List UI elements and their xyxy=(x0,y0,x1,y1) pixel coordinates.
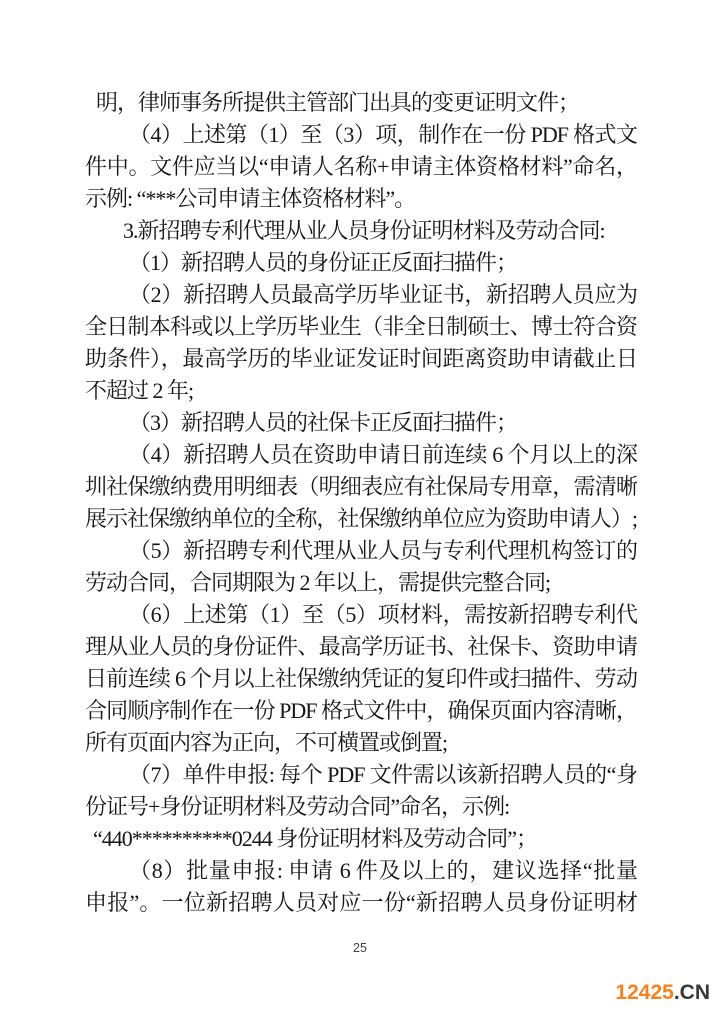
text-line: 示例: “***公司申请主体资格材料”。 xyxy=(85,186,416,211)
text-line: 展示社保缴纳单位的全称，社保缴纳单位应为资助申请人）; xyxy=(85,506,637,531)
text-line: （4）上述第（1）至（3）项，制作在一份 PDF 格式文 xyxy=(129,122,637,147)
text-line: 3.新招聘专利代理从业人员身份证明材料及劳动合同: xyxy=(123,218,605,243)
text-line: 件中。文件应当以“申请人名称+申请主体资格材料”命名， xyxy=(85,154,637,179)
text-line: 理从业人员的身份证件、最高学历证书、社保卡、资助申请 xyxy=(85,634,637,659)
text-line: 日前连续 6 个月以上社保缴纳凭证的复印件或扫描件、劳动 xyxy=(85,666,637,691)
text-line: （7）单件申报: 每个 PDF 文件需以该新招聘人员的“身 xyxy=(129,762,637,787)
text-line: “440**********0244 身份证明材料及劳动合同”； xyxy=(93,826,538,851)
document-body-text xyxy=(85,87,637,919)
text-line: 所有页面内容为正向，不可横置或倒置; xyxy=(85,730,448,755)
text-line: 圳社保缴纳费用明细表（明细表应有社保局专用章，需清晰 xyxy=(85,474,637,499)
text-line: 明，律师事务所提供主管部门出具的变更证明文件； xyxy=(96,90,580,115)
text-line: （5）新招聘专利代理从业人员与专利代理机构签订的 xyxy=(129,538,637,563)
text-line: 全日制本科或以上学历毕业生（非全日制硕士、博士符合资 xyxy=(85,314,637,339)
text-line: 劳动合同，合同期限为 2 年以上，需提供完整合同; xyxy=(85,570,551,595)
text-line: 份证号+身份证明材料及劳动合同”命名，示例: xyxy=(85,794,510,819)
text-line: （1）新招聘人员的身份证正反面扫描件； xyxy=(129,250,518,275)
text-line: （6）上述第（1）至（5）项材料，需按新招聘专利代 xyxy=(129,602,637,627)
text-line: 申报”。一位新招聘人员对应一份“新招聘人员身份证明材 xyxy=(85,890,637,915)
watermark-domain-suffix: .CN xyxy=(673,981,710,1004)
page-number: 25 xyxy=(353,941,367,955)
site-watermark xyxy=(615,982,710,1003)
text-line: 助条件），最高学历的毕业证发证时间距离资助申请截止日 xyxy=(85,346,637,371)
text-line: （3）新招聘人员的社保卡正反面扫描件； xyxy=(129,410,518,435)
text-line: （8）批量申报: 申请 6 件及以上的，建议选择“批量 xyxy=(129,858,637,883)
text-line: 不超过 2 年; xyxy=(85,378,194,403)
text-line: 合同顺序制作在一份 PDF 格式文件中，确保页面内容清晰， xyxy=(85,698,637,723)
text-line: （4）新招聘人员在资助申请日前连续 6 个月以上的深 xyxy=(129,442,637,467)
watermark-number: 12425 xyxy=(615,981,674,1004)
text-line: （2）新招聘人员最高学历毕业证书，新招聘人员应为 xyxy=(129,282,637,307)
